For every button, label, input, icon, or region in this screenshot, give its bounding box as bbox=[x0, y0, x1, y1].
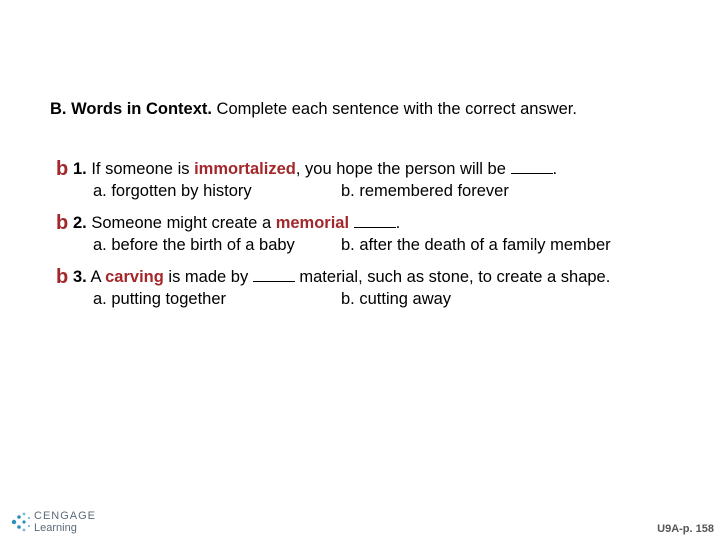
question-line bbox=[57, 266, 697, 288]
question-text-end: . bbox=[552, 160, 558, 178]
option-b[interactable]: b. after the death of a family member bbox=[341, 236, 611, 254]
option-a[interactable]: a. before the birth of a baby bbox=[93, 236, 295, 254]
option-b[interactable]: b. cutting away bbox=[341, 290, 452, 308]
question-2 bbox=[57, 212, 697, 256]
answer-mark: b bbox=[56, 158, 69, 180]
option-a[interactable]: a. putting together bbox=[93, 290, 227, 308]
options-row bbox=[57, 234, 697, 256]
question-text-end: material, such as stone, to create a shape. bbox=[294, 268, 611, 286]
answer-mark: b bbox=[56, 212, 69, 234]
question-number: 1. bbox=[73, 160, 87, 178]
section-heading bbox=[50, 98, 690, 120]
logo-text-top: CENGAGE bbox=[34, 510, 97, 522]
answer-blank[interactable] bbox=[354, 213, 396, 228]
cengage-logo-icon bbox=[10, 511, 32, 533]
keyword: memorial bbox=[275, 214, 350, 232]
options-row bbox=[57, 288, 697, 310]
question-3 bbox=[57, 266, 697, 310]
answer-blank[interactable] bbox=[253, 267, 295, 282]
keyword: immortalized bbox=[194, 160, 296, 178]
question-number: 2. bbox=[73, 214, 87, 232]
options-row bbox=[57, 180, 697, 202]
keyword: carving bbox=[105, 268, 164, 286]
page-number: U9A-p. 158 bbox=[657, 523, 714, 535]
question-text-after: , you hope the person will be bbox=[295, 160, 511, 178]
question-line bbox=[57, 212, 697, 234]
question-text-before: Someone might create a bbox=[86, 214, 276, 232]
section-label: B. Words in Context. bbox=[50, 100, 212, 118]
question-text-before: If someone is bbox=[86, 160, 195, 178]
answer-mark: b bbox=[56, 266, 69, 288]
question-text-end: . bbox=[395, 214, 401, 232]
question-text-before: A bbox=[86, 268, 106, 286]
cengage-logo bbox=[10, 509, 110, 535]
question-line bbox=[57, 158, 697, 180]
answer-blank[interactable] bbox=[511, 159, 553, 174]
question-text-after: is made by bbox=[163, 268, 253, 286]
logo-text-bottom: Learning bbox=[34, 522, 77, 534]
option-a[interactable]: a. forgotten by history bbox=[93, 182, 252, 200]
option-b[interactable]: b. remembered forever bbox=[341, 182, 509, 200]
question-number: 3. bbox=[73, 268, 87, 286]
section-instruction: Complete each sentence with the correct answer. bbox=[211, 100, 577, 118]
question-1 bbox=[57, 158, 697, 202]
